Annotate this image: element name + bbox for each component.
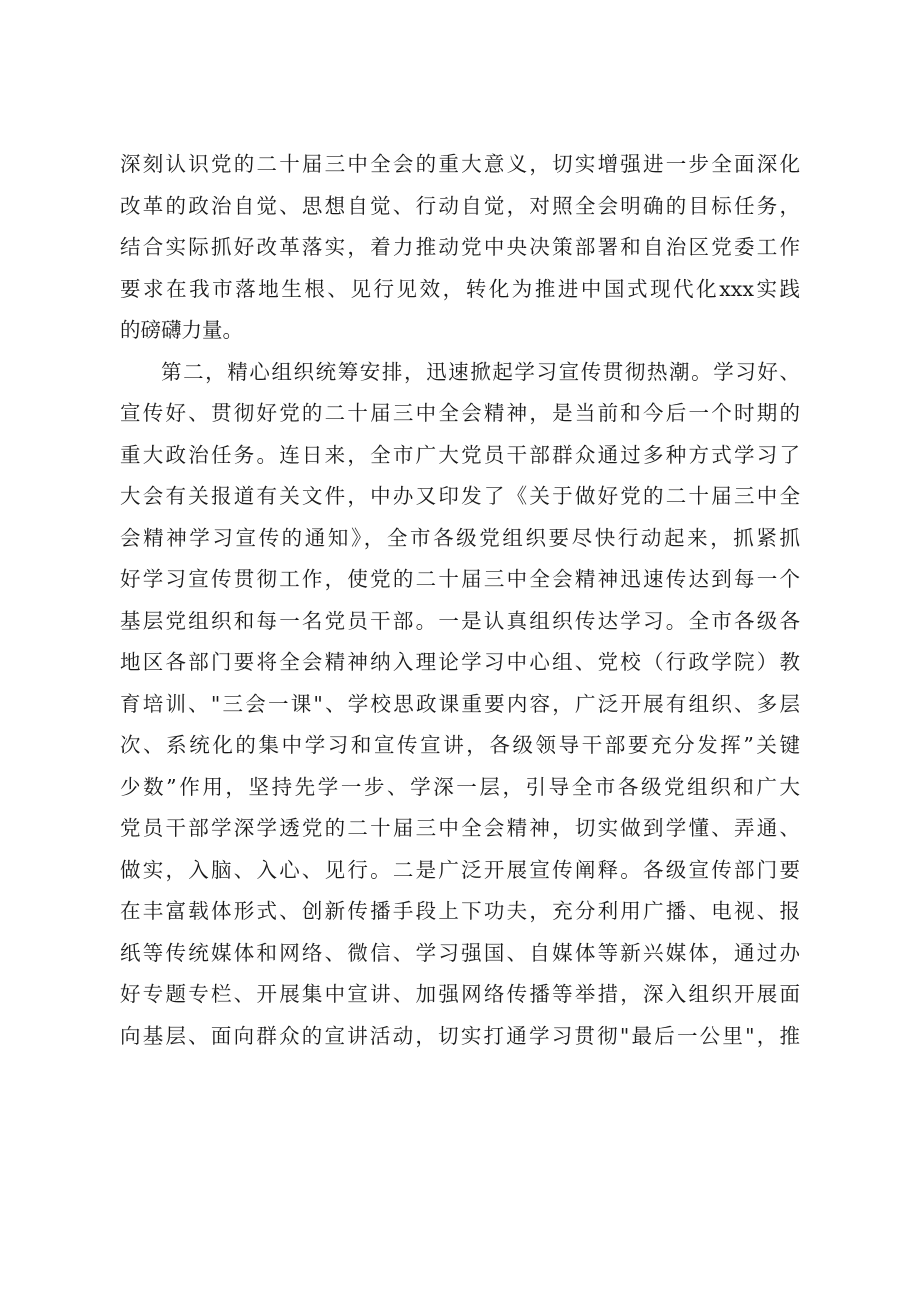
text-line: 深刻认识党的二十届三中全会的重大意义，切实增强进一步全面深化	[120, 152, 800, 176]
text-line: 在丰富载体形式、创新传播手段上下功夫，充分利用广播、电视、报	[120, 899, 800, 923]
text-line: 的磅礴力量。	[120, 318, 243, 342]
text-line: 少数”作用，坚持先学一步、学深一层，引导全市各级党组织和广大	[120, 774, 800, 799]
text-line: 基层党组织和每一名党员干部。一是认真组织传达学习。全市各级各	[120, 608, 800, 633]
text-line: 育培训、"三会一课"、学校思政课重要内容，广泛开展有组织、多层	[120, 691, 800, 716]
text-line: 大会有关报道有关文件，中办又印发了《关于做好党的二十届三中全	[120, 484, 800, 508]
text-line: 次、系统化的集中学习和宣传宣讲，各级领导干部要充分发挥”关键	[120, 733, 800, 757]
text-line: 宣传好、贯彻好党的二十届三中全会精神，是当前和今后一个时期的	[120, 401, 800, 425]
text-line: 重大政治任务。连日来，全市广大党员干部群众通过多种方式学习了	[120, 442, 800, 467]
text-line: 改革的政治自觉、思想自觉、行动自觉，对照全会明确的目标任务，	[120, 193, 800, 218]
text-line: 结合实际抓好改革落实，着力推动党中央决策部署和自治区党委工作	[120, 235, 800, 259]
text-line: 第二，精心组织统筹安排，迅速掀起学习宣传贯彻热潮。学习好、	[161, 359, 800, 384]
text-line: 地区各部门要将全会精神纳入理论学习中心组、党校（行政学院）教	[120, 650, 800, 674]
document-body	[120, 144, 800, 1057]
text-line: 好专题专栏、开展集中宣讲、加强网络传播等举措，深入组织开展面	[120, 982, 800, 1006]
paragraph-2	[120, 352, 800, 1058]
text-line: 纸等传统媒体和网络、微信、学习强国、自媒体等新兴媒体，通过办	[120, 940, 800, 965]
text-line: 做实，入脑、入心、见行。二是广泛开展宣传阐释。各级宣传部门要	[120, 857, 800, 882]
text-line: 会精神学习宣传的通知》，全市各级党组织要尽快行动起来，抓紧抓	[120, 525, 800, 550]
paragraph-1	[120, 144, 800, 352]
text-line: 要求在我市落地生根、见行见效，转化为推进中国式现代化xxx实践	[120, 276, 800, 301]
text-line: 向基层、面向群众的宣讲活动，切实打通学习贯彻"最后一公里"，推	[120, 1023, 800, 1048]
text-line: 好学习宣传贯彻工作，使党的二十届三中全会精神迅速传达到每一个	[120, 567, 800, 591]
text-line: 党员干部学深学透党的二十届三中全会精神，切实做到学懂、弄通、	[120, 816, 800, 840]
